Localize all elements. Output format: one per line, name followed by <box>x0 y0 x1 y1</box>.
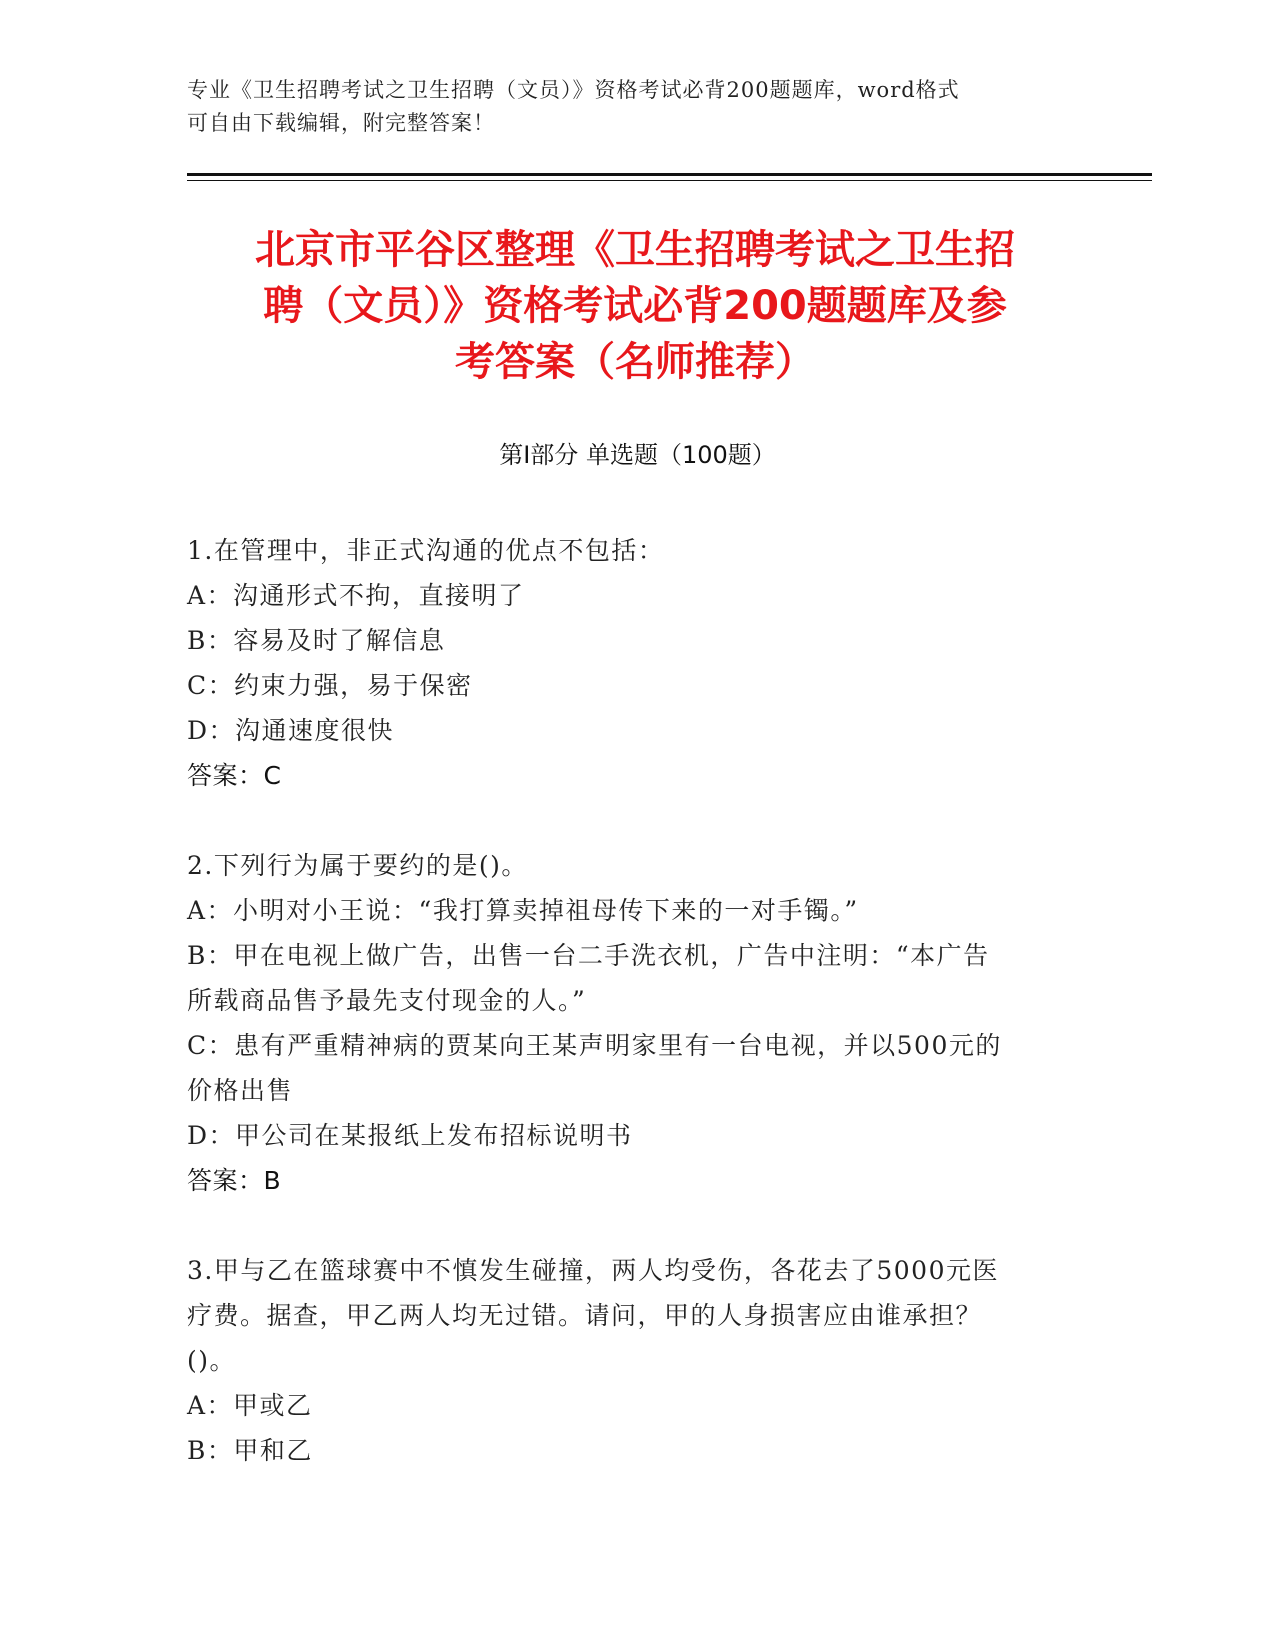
document-title-line-2: 聘（文员）》资格考试必背200题题库及参 <box>263 283 1007 329</box>
question-option-line: A：甲或乙 <box>187 1391 313 1420</box>
question-option-line: C：患有严重精神病的贾某向王某声明家里有一台电视，并以500元的 <box>187 1031 1002 1060</box>
question-option-line: A：小明对小王说：“我打算卖掉祖母传下来的一对手镯。” <box>187 896 859 925</box>
question-option-line: 所载商品售予最先支付现金的人。” <box>187 986 587 1015</box>
question-option-line: A：沟通形式不拘，直接明了 <box>187 581 525 610</box>
question-stem-line: ()。 <box>187 1346 237 1375</box>
question-option-line: B：容易及时了解信息 <box>187 626 446 655</box>
header-note <box>187 74 1077 140</box>
header-divider-thin <box>187 180 1152 181</box>
question-item <box>187 843 1087 1203</box>
question-stem-line: 疗费。据查，甲乙两人均无过错。请问，甲的人身损害应由谁承担？ <box>187 1301 983 1330</box>
question-stem-line: 3.甲与乙在篮球赛中不慎发生碰撞，两人均受伤，各花去了5000元医 <box>187 1256 999 1285</box>
question-list <box>187 528 1087 1518</box>
question-option-line: B：甲在电视上做广告，出售一台二手洗衣机，广告中注明：“本广告 <box>187 941 990 970</box>
question-option-line: B：甲和乙 <box>187 1436 313 1465</box>
question-option-line: 价格出售 <box>187 1076 294 1105</box>
question-item <box>187 528 1087 798</box>
document-title <box>180 222 1090 390</box>
question-answer: 答案：C <box>187 761 282 790</box>
question-option-line: C：约束力强，易于保密 <box>187 671 473 700</box>
header-note-line-2: 可自由下载编辑，附完整答案！ <box>187 111 495 135</box>
question-stem-line: 1.在管理中，非正式沟通的优点不包括： <box>187 536 665 565</box>
document-title-line-3: 考答案（名师推荐） <box>455 339 815 385</box>
question-option-line: D：甲公司在某报纸上发布招标说明书 <box>187 1121 633 1150</box>
header-note-line-1: 专业《卫生招聘考试之卫生招聘（文员）》资格考试必背200题题库，word格式 <box>187 78 960 102</box>
document-title-line-1: 北京市平谷区整理《卫生招聘考试之卫生招 <box>255 227 1015 273</box>
question-item <box>187 1248 1087 1473</box>
section-title: 第Ⅰ部分 单选题（100题） <box>499 441 776 469</box>
question-option-line: D：沟通速度很快 <box>187 716 395 745</box>
question-answer: 答案：B <box>187 1166 282 1195</box>
header-divider-thick <box>187 173 1152 176</box>
question-stem-line: 2.下列行为属于要约的是()。 <box>187 851 528 880</box>
